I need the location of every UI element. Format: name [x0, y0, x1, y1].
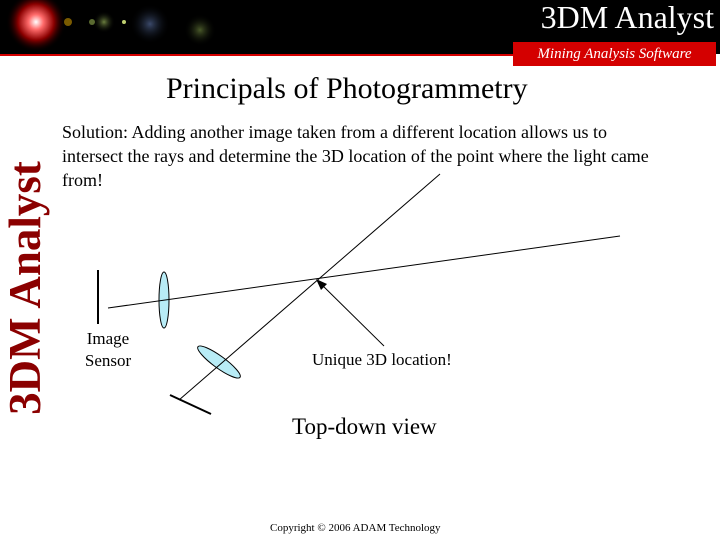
ray-1: [108, 236, 620, 308]
solution-text: Solution: Adding another image taken from a different location allows us to intersect the rays and determine the 3D location of the point where the light came from!: [62, 122, 649, 190]
lens-2: [194, 342, 243, 382]
page-title: Principals of Photogrammetry: [166, 72, 528, 105]
unique-location-label: Unique 3D location!: [312, 350, 452, 369]
view-label: Top-down view: [292, 414, 437, 439]
brand-title: 3DM Analyst: [540, 0, 714, 35]
vertical-brand-text: 3DM Analyst: [0, 161, 50, 415]
sensor-label-line2: Sensor: [84, 351, 132, 370]
image-sensor-2: [170, 395, 211, 414]
copyright-footer: Copyright © 2006 ADAM Technology: [270, 522, 441, 534]
brand-subtitle: Mining Analysis Software: [513, 42, 716, 66]
pointer-line: [318, 281, 384, 346]
sensor-label-line1: Image: [86, 329, 130, 348]
image-sensor-label: [83, 328, 133, 372]
